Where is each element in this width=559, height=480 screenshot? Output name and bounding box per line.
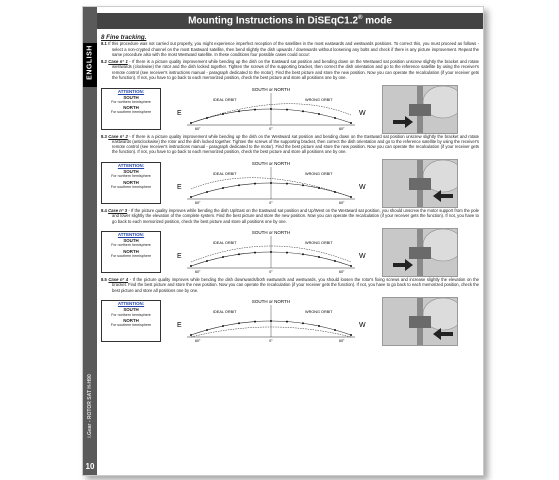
satellite-dot — [206, 329, 208, 331]
wrong-orbit-label: WRONG ORBIT — [305, 171, 333, 176]
sidebar — [83, 7, 97, 475]
case-diagram — [101, 85, 479, 132]
motor — [409, 316, 431, 328]
dish-photo — [382, 297, 458, 346]
satellite-dot — [270, 108, 272, 110]
case-paragraph: 8.3 Case n° 2 - If there is a picture quality improvement while bending up the dish on the Westward sat position and bending down on the Eastward sat position unscrew slightly the bracket and rotate eastwards (anticlockwise) the rotor and the dish locked together. Tighten the screws of the supporting bracket, then correct the dish orientation and go to the reference satellite by using the receiver's remote control (see receiver's instructions manual - paragraph dedicated to the motor). Find the best picture and store the new position. Now you can operate the recalculation (if your receiver gets the function). If not, you have to go back to each memorized position, check the best picture and store all positions one by one. — [101, 133, 479, 155]
page-title: Mounting Instructions in DiSEqC1.2® mode — [188, 15, 392, 27]
tick-right: 60° — [339, 126, 345, 131]
satellite-dot — [190, 196, 192, 198]
satellite-dot — [318, 325, 320, 327]
tick-right: 60° — [339, 200, 345, 205]
satellite-dot — [206, 260, 208, 262]
attention-box: ATTENTION: SOUTH For northern hemisphere NORTH For southern hemisphere — [101, 162, 161, 204]
attention-box: ATTENTION: SOUTH For northern hemisphere NORTH For southern hemisphere — [101, 88, 161, 130]
satellite-dot — [318, 187, 320, 189]
satellite-dot — [190, 122, 192, 124]
satellite-dot — [206, 117, 208, 119]
cases-list — [101, 59, 479, 344]
east-label: E — [177, 253, 182, 261]
tick-left: 60° — [195, 200, 201, 205]
orbit-diagram — [167, 159, 375, 206]
satellite-dot — [190, 265, 192, 267]
satellite-dot — [286, 183, 288, 185]
intro-paragraph: 8.1 If this procedure was not carried out properly, you might experience imperfect reception of the satellites in the most eastwards and westwards positions. To correct this, you must proceed as follows - select a non-crypted channel on the most Eastward satellite, then bend slightly the dish upwards / downwards without loosening any bolts and check if there is any picture improvement. Repeat the same procedure also with the most Westward satellite. In these conditions four possible cases could occur: — [101, 41, 479, 57]
case-block — [101, 59, 479, 131]
west-label: W — [359, 109, 366, 117]
ideal-orbit-label: IDEAL ORBIT — [213, 171, 237, 176]
west-label: W — [359, 322, 366, 330]
tick-left: 60° — [195, 270, 201, 275]
attention-box: ATTENTION: SOUTH For northern hemisphere NORTH For southern hemisphere — [101, 300, 161, 342]
wrong-orbit-label: WRONG ORBIT — [305, 310, 333, 315]
satellite-dot — [254, 252, 256, 254]
satellite-dot — [238, 253, 240, 255]
brand-label: i.Gear - ROTOR SAT H-H90 — [87, 374, 93, 438]
language-label: ENGLISH — [86, 45, 94, 80]
ideal-orbit-label: IDEAL ORBIT — [213, 97, 237, 102]
satellite-dot — [254, 108, 256, 110]
satellite-dot — [286, 321, 288, 323]
tick-mid: 0° — [269, 200, 273, 205]
ideal-orbit-label: IDEAL ORBIT — [213, 241, 237, 246]
case-block — [101, 277, 479, 344]
east-label: E — [177, 109, 182, 117]
satellite-dot — [222, 113, 224, 115]
case-diagram — [101, 159, 479, 206]
attention-box: ATTENTION: SOUTH For northern hemisphere NORTH For southern hemisphere — [101, 231, 161, 273]
satellite-dot — [302, 110, 304, 112]
motor — [409, 178, 431, 190]
satellite-dot — [334, 191, 336, 193]
tick-mid: 0° — [269, 339, 273, 344]
satellite-dot — [238, 184, 240, 186]
orbit-diagram — [167, 228, 375, 275]
dish-photo — [382, 228, 458, 277]
motor — [409, 104, 431, 116]
satellite-dot — [254, 183, 256, 185]
satellite-dot — [350, 122, 352, 124]
satellite-dot — [222, 187, 224, 189]
tick-mid: 0° — [269, 270, 273, 275]
content — [101, 35, 479, 345]
satellite-dot — [238, 322, 240, 324]
satellite-dot — [350, 196, 352, 198]
tick-right: 60° — [339, 339, 345, 344]
satellite-dot — [254, 321, 256, 323]
section-title: 8 Fine tracking. — [101, 34, 147, 41]
satellite-dot — [334, 329, 336, 331]
satellite-dot — [190, 334, 192, 336]
page-header — [97, 13, 483, 29]
satellite-dot — [302, 253, 304, 255]
satellite-dot — [286, 108, 288, 110]
satellite-dot — [222, 256, 224, 258]
satellite-dot — [286, 252, 288, 254]
satellite-dot — [318, 113, 320, 115]
satellite-dot — [334, 117, 336, 119]
satellite-dot — [222, 325, 224, 327]
case-diagram — [101, 228, 479, 275]
case-paragraph: 8.2 Case n° 1 - If there is a picture quality improvement while bending up the dish on the Eastward sat position and bending down on the Westward sat position unscrew slightly the bracket and rotate westwards (clockwise) the rotor and the dish locked together. Tighten the screws of the supporting bracket, then correct the dish orientation and go to the reference satellite by using the receiver's remote control (see receiver's instructions manual - paragraph dedicated to the motor). Find the best picture and store the new position. Now you can operate the recalculation (if your receiver gets the function). If not, you have to go back to each memorized position, check the best picture and store all positions one by one. — [101, 59, 479, 81]
orbit-diagram — [167, 297, 375, 344]
east-label: E — [177, 322, 182, 330]
orbit-top-label: SOUTH or NORTH — [251, 86, 291, 92]
satellite-dot — [238, 110, 240, 112]
satellite-dot — [302, 322, 304, 324]
satellite-dot — [334, 260, 336, 262]
language-tab — [83, 43, 97, 87]
satellite-dot — [206, 191, 208, 193]
satellite-dot — [350, 265, 352, 267]
page-number: 10 — [85, 462, 95, 471]
ideal-orbit-label: IDEAL ORBIT — [213, 310, 237, 315]
manual-page — [82, 6, 484, 476]
dish-photo — [382, 159, 458, 208]
tick-left: 60° — [195, 126, 201, 131]
east-label: E — [177, 183, 182, 191]
case-diagram — [101, 297, 479, 344]
case-paragraph: 8.4 Case n° 3 - If the picture quality improves while bending the dish Up/East on the Eastward sat position and Up/West on the Westward sat position, you should unscrew the motor support from the pole and lower slightly the elevation of the complete system. Find the best picture and store the new position. Now you can operate the recalculation (if your receiver gets the function). If not, you have to go back to each memorized position, check the best picture and store all positions one by one. — [101, 207, 479, 224]
satellite-dot — [270, 320, 272, 322]
orbit-diagram — [167, 85, 375, 132]
tick-mid: 0° — [269, 126, 273, 131]
tick-right: 60° — [339, 270, 345, 275]
orbit-top-label: SOUTH or NORTH — [251, 299, 291, 305]
dish-photo — [382, 85, 458, 134]
case-block — [101, 134, 479, 206]
case-block — [101, 208, 479, 275]
orbit-top-label: SOUTH or NORTH — [251, 230, 291, 236]
satellite-dot — [318, 256, 320, 258]
wrong-orbit-label: WRONG ORBIT — [305, 241, 333, 246]
satellite-dot — [350, 334, 352, 336]
wrong-orbit-label: WRONG ORBIT — [305, 97, 333, 102]
satellite-dot — [270, 182, 272, 184]
motor — [409, 247, 431, 259]
satellite-dot — [270, 251, 272, 253]
satellite-dot — [302, 184, 304, 186]
orbit-top-label: SOUTH or NORTH — [251, 160, 291, 166]
west-label: W — [359, 183, 366, 191]
case-paragraph: 8.5 Case n° 4 - If the picture quality improves while bending the dish downwards/both eastwards and westwards, you should loosen the rotor's fixing screws and increase slightly the elevation on the bracket. Find the best picture and store the new position. Now you can operate the recalculation (if your receiver gets the function). If not, you have to go back to each memorized position, check the best picture and store all positions one by one. — [101, 277, 479, 293]
west-label: W — [359, 253, 366, 261]
tick-left: 60° — [195, 339, 201, 344]
